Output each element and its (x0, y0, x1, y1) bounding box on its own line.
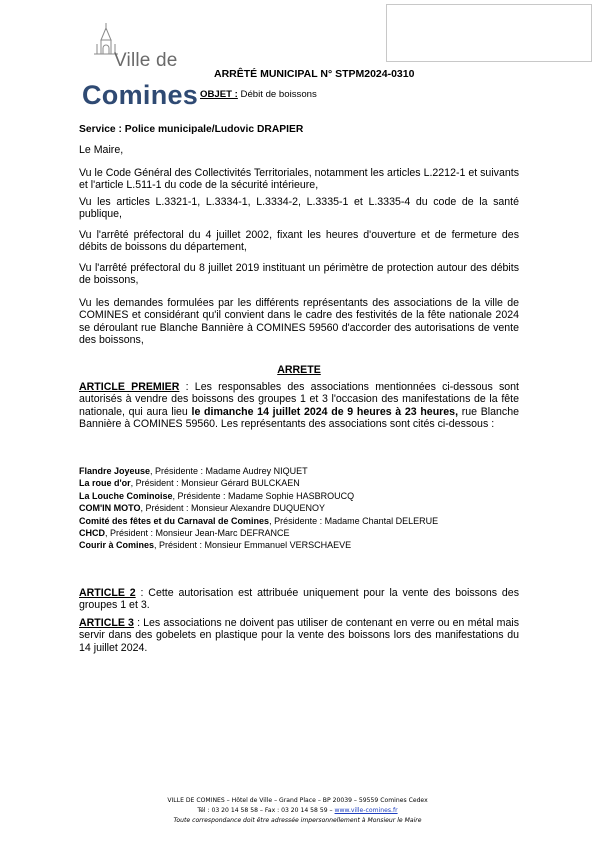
list-item (79, 465, 549, 477)
objet-label: OBJET : (200, 89, 238, 100)
article-premier-date: le dimanche 14 juillet 2024 de 9 heures à 23 heures, (191, 405, 459, 418)
association-president: , Président : Monsieur Emmanuel VERSCHAEVE (154, 540, 352, 551)
association-name: La roue d'or (79, 478, 131, 489)
footer-contact (0, 806, 595, 816)
objet-line (200, 89, 317, 100)
association-president: , Présidente : Madame Chantal DELERUE (269, 515, 439, 526)
article-3 (79, 617, 519, 654)
vu-cgct: Vu le Code Général des Collectivités Territoriales, notamment les articles L.2212-1 et suivants et l'article L.511-1 du code de la sécurité intérieure, (79, 167, 519, 192)
service-line: Service : Police municipale/Ludovic DRAPIER (79, 124, 304, 135)
association-president: , Présidente : Madame Audrey NIQUET (150, 466, 308, 476)
website-link[interactable]: www.ville-comines.fr (334, 807, 398, 814)
footer-note: Toute correspondance doit être adressée impersonnellement à Monsieur le Maire (173, 817, 422, 824)
association-name: La Louche Cominoise (79, 490, 173, 501)
document-title: ARRÊTÉ MUNICIPAL N° STPM2024-0310 (214, 68, 415, 80)
vu-arrete-2019: Vu l'arrêté préfectoral du 8 juillet 2019 instituant un périmètre de protection autour des débits de boissons, (79, 262, 519, 287)
association-president: , Président : Monsieur Gérard BULCKAEN (130, 478, 300, 489)
logo-text-ville-de: Ville de (114, 50, 178, 71)
stamp-box (386, 4, 592, 62)
list-item (79, 490, 549, 502)
article-3-label: ARTICLE 3 (79, 617, 134, 629)
list-item (79, 515, 549, 527)
article-2 (79, 587, 519, 612)
association-name: Courir à Comines (79, 540, 155, 551)
association-president: , Présidente : Madame Sophie HASBROUCQ (172, 490, 355, 501)
logo-text-comines: Comines (82, 80, 199, 110)
article-2-label: ARTICLE 2 (79, 587, 136, 599)
footer-address: VILLE DE COMINES – Hôtel de Ville – Grand Place – BP 20039 – 59559 Comines Cedex (167, 797, 428, 804)
list-item (79, 527, 549, 539)
article-premier-label: ARTICLE PREMIER (79, 381, 180, 393)
vu-demandes: Vu les demandes formulées par les différents représentants des associations de la ville de COMINES et considérant qu'il convient dans le cadre des festivités de la fête nationale 2024 se déroulant rue Blanche Bannière à COMINES 59560 d'accorder des autorisations de vente des boissons, (79, 297, 519, 346)
vu-sante-publique: Vu les articles L.3321-1, L.3334-1, L.3334-2, L.3335-1 et L.3335-4 du code de la santé publique, (79, 196, 519, 221)
association-name: COM'IN MOTO (79, 503, 141, 514)
association-name: Flandre Joyeuse (79, 466, 151, 476)
vu-arrete-2002: Vu l'arrêté préfectoral du 4 juillet 2002, fixant les heures d'ouverture et de fermeture des débits de boissons du département, (79, 229, 519, 254)
association-name: CHCD (79, 528, 105, 539)
association-president: , Président : Monsieur Alexandre DUQUENOY (140, 503, 326, 514)
associations-list (79, 465, 549, 552)
objet-text: Débit de boissons (237, 89, 317, 100)
ville-de-comines-logo (82, 22, 199, 110)
association-name: Comité des fêtes et du Carnaval de Comines (79, 515, 270, 526)
list-item (79, 477, 549, 489)
list-item (79, 502, 549, 514)
association-president: , Président : Monsieur Jean-Marc DEFRANCE (105, 528, 290, 539)
footer-phone-fax: Tél : 03 20 14 58 58 – Fax : 03 20 14 58 59 – (197, 807, 335, 814)
footer (0, 796, 595, 826)
article-premier-text-b: rue Blanche Bannière à COMINES 59560. Les représentants des associations sont cités ci-dessous : (79, 405, 519, 430)
article-3-text: : Les associations ne doivent pas utiliser de contenant en verre ou en métal mais servir dans des gobelets en plastique pour la vente des boissons lors des manifestations du 14 juillet 2024. (79, 617, 519, 654)
article-premier-text-a: : Les responsables des associations mentionnées ci-dessous sont autorisés à vendre des boissons des groupes 1 et 3 l'occasion des manifestations de la fête nationale, qui aura lieu (79, 381, 519, 418)
list-item (79, 539, 549, 551)
arrete-heading: ARRETE (277, 364, 321, 376)
greeting: Le Maire, (79, 144, 124, 156)
article-premier (79, 381, 519, 430)
article-2-text: : Cette autorisation est attribuée uniquement pour la vente des boissons des groupes 1 et 3. (79, 587, 519, 612)
